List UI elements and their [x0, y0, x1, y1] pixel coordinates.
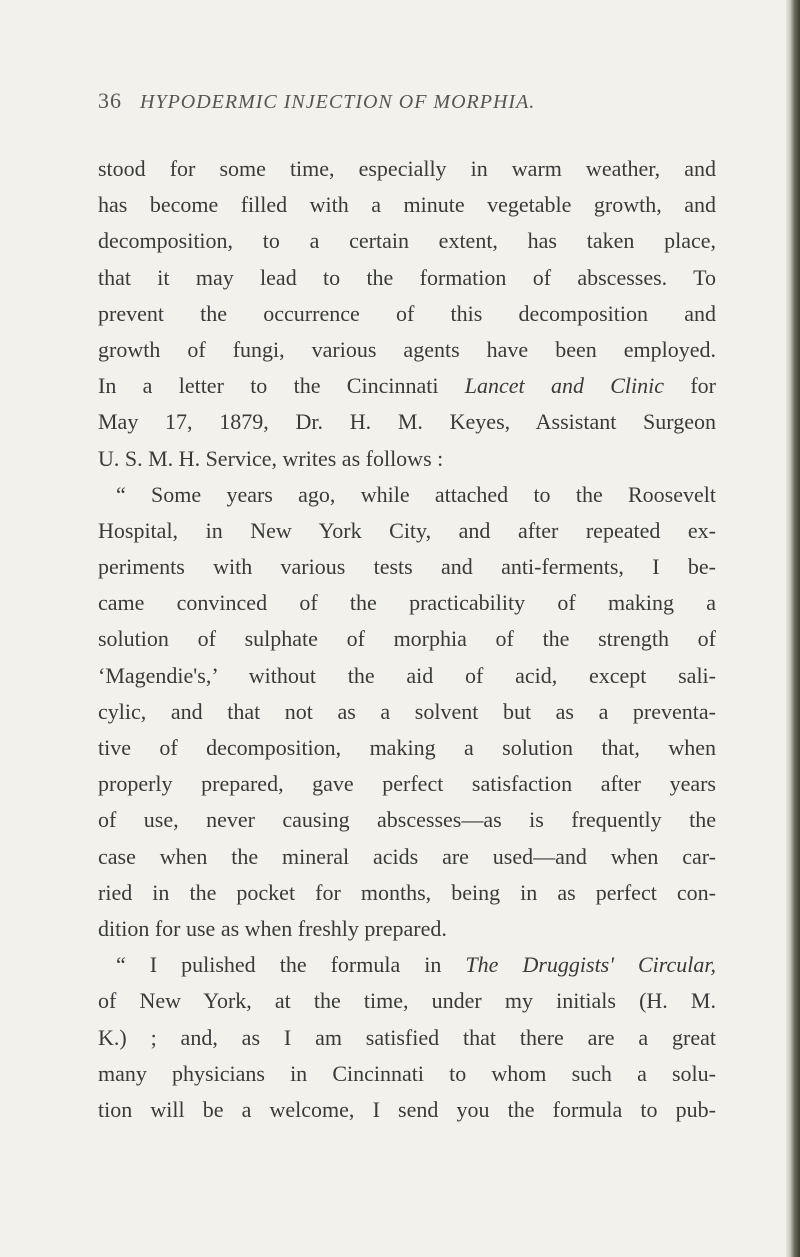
text-line: ried in the pocket for months, being in as perfect con- — [98, 879, 716, 905]
text-line: tive of decomposition, making a solution that, when — [98, 735, 716, 760]
text-segment: for — [690, 373, 716, 399]
text-line: solution of sulphate of morphia of the strength of — [98, 626, 716, 652]
text-line: many physicians in Cincinnati to whom such a solu- — [98, 1060, 716, 1086]
text-line: cylic, and that not as a solvent but as a preventa- — [98, 698, 716, 724]
text-line: ‘Magendie's,’ without the aid of acid, except sali- — [98, 662, 716, 688]
text-line: Hospital, in New York City, and after repeated ex- — [98, 517, 716, 543]
text-line: of use, never causing abscesses—as is frequently the — [98, 807, 716, 833]
text-line: U. S. M. H. Service, writes as follows : — [98, 445, 444, 471]
text-line: periments with various tests and anti-ferments, I be- — [98, 554, 716, 580]
page-number: 36 — [98, 88, 122, 113]
running-head — [98, 88, 535, 118]
text-line — [98, 947, 716, 983]
text-line: has become filled with a minute vegetable growth, and — [98, 192, 716, 218]
text-segment: In a letter to the Cincinnati — [98, 373, 439, 399]
journal-title: Lancet and Clinic — [464, 373, 665, 399]
text-line: that it may lead to the formation of abscesses. To — [98, 264, 716, 290]
text-line: case when the mineral acids are used—and when car- — [98, 843, 716, 869]
text-line: decomposition, to a certain extent, has taken place, — [98, 228, 716, 254]
body-text — [98, 151, 716, 1128]
text-line: properly prepared, gave perfect satisfaction after years — [98, 771, 716, 797]
journal-title: The Druggists' Circular, — [465, 952, 716, 978]
text-segment: “ I pulished the formula in — [116, 952, 442, 978]
text-line: stood for some time, especially in warm weather, and — [98, 156, 716, 181]
text-line: prevent the occurrence of this decomposition and — [98, 300, 716, 326]
text-line: “ Some years ago, while attached to the Roosevelt — [116, 481, 716, 507]
text-line: growth of fungi, various agents have been employed. — [98, 336, 716, 362]
text-line: of New York, at the time, under my initials (H. M. — [98, 988, 716, 1014]
text-line: May 17, 1879, Dr. H. M. Keyes, Assistant Surgeon — [98, 409, 716, 435]
text-line: dition for use as when freshly prepared. — [98, 915, 447, 941]
page-edge-shadow — [786, 0, 800, 1257]
text-line — [98, 368, 716, 404]
text-line: K.) ; and, as I am satisfied that there are a great — [98, 1024, 716, 1050]
text-line: came convinced of the practicability of making a — [98, 590, 716, 616]
running-title: HYPODERMIC INJECTION OF MORPHIA. — [140, 91, 536, 113]
text-line: tion will be a welcome, I send you the formula to pub- — [98, 1096, 716, 1122]
